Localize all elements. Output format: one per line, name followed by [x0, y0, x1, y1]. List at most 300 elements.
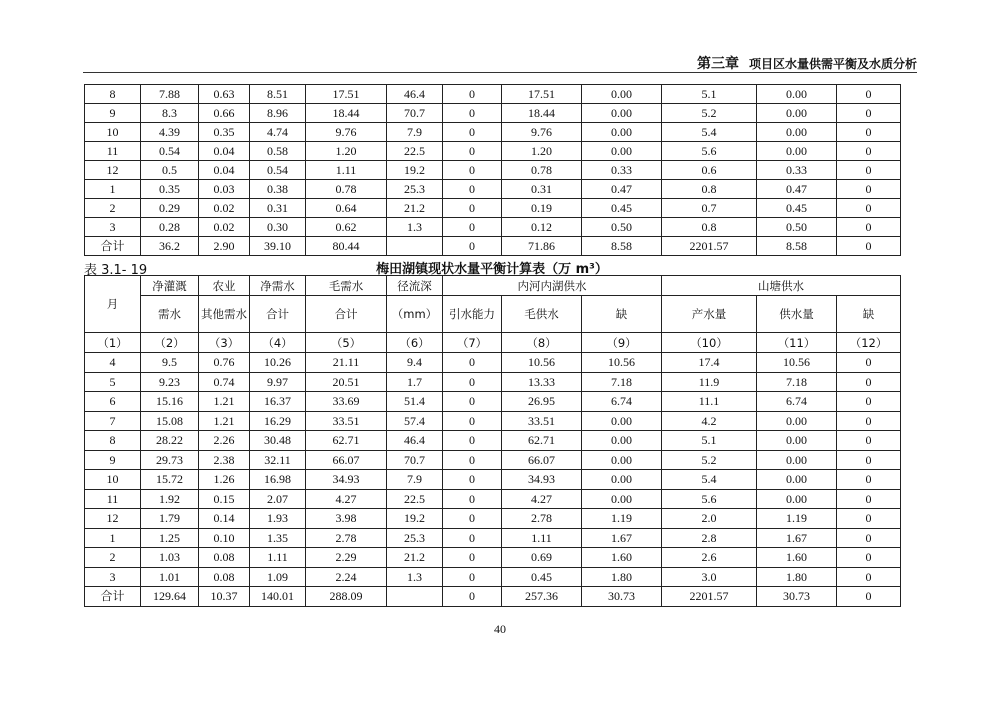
table-cell: 7.9	[387, 123, 443, 142]
table-cell: 0.54	[141, 142, 199, 161]
table-cell: 0	[837, 548, 901, 568]
table-cell: 0.47	[582, 180, 662, 199]
table-cell: 0.00	[757, 123, 837, 142]
table-row	[85, 528, 901, 548]
header-gross-supply: 毛供水	[502, 296, 582, 333]
table-cell: 1.80	[757, 567, 837, 587]
column-index-cell: （11）	[757, 333, 837, 353]
table-cell: 0	[443, 528, 502, 548]
table-cell: 10.56	[757, 353, 837, 373]
table-cell: 0.00	[582, 470, 662, 490]
table-cell: 16.37	[250, 392, 306, 412]
table-cell: 18.44	[306, 104, 387, 123]
table-cell: 9	[85, 104, 141, 123]
table-cell: 30.73	[582, 587, 662, 607]
header-gross-demand: 毛需水	[306, 276, 387, 296]
table-cell: 0	[443, 587, 502, 607]
table-cell: 0	[443, 372, 502, 392]
table-cell: 10	[85, 470, 141, 490]
table-cell: 80.44	[306, 237, 387, 256]
table-cell: 0	[837, 587, 901, 607]
table-cell: 0.33	[757, 161, 837, 180]
table-cell: 0	[837, 218, 901, 237]
table-cell: 0.62	[306, 218, 387, 237]
table-row	[85, 353, 901, 373]
header-row-2	[85, 296, 901, 333]
table-cell: 0	[443, 353, 502, 373]
table-cell: 0.76	[199, 353, 250, 373]
table-cell: 2.38	[199, 450, 250, 470]
table-cell: 6	[85, 392, 141, 412]
header-inner-lake-supply: 内河内湖供水	[443, 276, 662, 296]
table-cell: 70.7	[387, 104, 443, 123]
table-cell: 0.00	[757, 431, 837, 451]
table-cell: 7.18	[582, 372, 662, 392]
page-number: 40	[494, 622, 506, 636]
table-row	[85, 509, 901, 529]
table-cell: 7.88	[141, 85, 199, 104]
table-cell: 0	[443, 431, 502, 451]
table-row	[85, 489, 901, 509]
table-cell: 0	[837, 161, 901, 180]
table-cell: 10.56	[502, 353, 582, 373]
table-cell: 0.10	[199, 528, 250, 548]
table-cell: 7.9	[387, 470, 443, 490]
table-cell: 12	[85, 161, 141, 180]
table-cell: 0.29	[141, 199, 199, 218]
table-cell: 0.78	[306, 180, 387, 199]
table-cell: 16.98	[250, 470, 306, 490]
table-cell: 0.08	[199, 567, 250, 587]
table-cell: 20.51	[306, 372, 387, 392]
table-cell: 8.58	[582, 237, 662, 256]
table-cell: 19.2	[387, 509, 443, 529]
table-cell: 0.33	[582, 161, 662, 180]
table-cell: 0	[837, 123, 901, 142]
total-row	[85, 237, 901, 256]
table-cell: 3	[85, 567, 141, 587]
table-cell: 0.02	[199, 218, 250, 237]
table-cell: 0.00	[757, 450, 837, 470]
table-cell: 7	[85, 411, 141, 431]
table-cell: 2.78	[502, 509, 582, 529]
table-cell: 66.07	[502, 450, 582, 470]
table-cell: 2201.57	[662, 587, 757, 607]
table-cell: 8	[85, 431, 141, 451]
table-cell: 2.8	[662, 528, 757, 548]
column-index-cell: （8）	[502, 333, 582, 353]
table-cell: 57.4	[387, 411, 443, 431]
table-cell: 9.76	[306, 123, 387, 142]
table-cell: 0.54	[250, 161, 306, 180]
table-cell: 5.1	[662, 431, 757, 451]
table-cell: 7.18	[757, 372, 837, 392]
table-cell: 6.74	[757, 392, 837, 412]
table-cell: 0.04	[199, 142, 250, 161]
header-row-1	[85, 276, 901, 296]
table-cell: 3.0	[662, 567, 757, 587]
header-supply-volume: 供水量	[757, 296, 837, 333]
table-row	[85, 85, 901, 104]
table-cell: 1.11	[306, 161, 387, 180]
table-cell: 0.00	[582, 85, 662, 104]
table-cell: 0.00	[757, 411, 837, 431]
table-cell	[387, 237, 443, 256]
table-cell: 21.2	[387, 548, 443, 568]
table-cell: 0.00	[582, 431, 662, 451]
header-month: 月	[85, 276, 141, 333]
table-cell: 30.48	[250, 431, 306, 451]
table-cell: 0.58	[250, 142, 306, 161]
table-cell: 0.66	[199, 104, 250, 123]
table-cell: 0	[837, 411, 901, 431]
table-cell: 15.16	[141, 392, 199, 412]
header-pond-supply: 山塘供水	[662, 276, 901, 296]
table-cell: 4.2	[662, 411, 757, 431]
table-cell: 13.33	[502, 372, 582, 392]
table-cell: 51.4	[387, 392, 443, 412]
table-cell: 25.3	[387, 180, 443, 199]
table-cell: 0	[837, 431, 901, 451]
table-cell: 8.96	[250, 104, 306, 123]
table-cell: 1.09	[250, 567, 306, 587]
table-cell: 25.3	[387, 528, 443, 548]
table-cell: 0	[443, 470, 502, 490]
table-cell: 1.67	[757, 528, 837, 548]
table-cell: 10	[85, 123, 141, 142]
header-net-irrigation: 净灌溉	[141, 276, 199, 296]
table-cell: 8	[85, 85, 141, 104]
water-balance-table	[84, 275, 901, 607]
table-cell: 29.73	[141, 450, 199, 470]
table-row	[85, 218, 901, 237]
table-row	[85, 104, 901, 123]
table-cell: 18.44	[502, 104, 582, 123]
table-caption	[84, 257, 900, 278]
table-cell: 0.00	[582, 142, 662, 161]
continued-balance-table	[84, 84, 901, 256]
table-title: 梅田湖镇现状水量平衡计算表（万 m³）	[376, 262, 608, 277]
table-cell: 5.6	[662, 489, 757, 509]
table-cell: 4	[85, 353, 141, 373]
table-cell: 36.2	[141, 237, 199, 256]
table-cell: 0	[443, 548, 502, 568]
table-cell: 4.39	[141, 123, 199, 142]
table-cell: 0.5	[141, 161, 199, 180]
table-cell: 0.45	[582, 199, 662, 218]
table-cell: 0	[837, 353, 901, 373]
table-cell: 2	[85, 199, 141, 218]
column-index-cell: （9）	[582, 333, 662, 353]
table-cell: 70.7	[387, 450, 443, 470]
table-cell: 46.4	[387, 85, 443, 104]
table-cell: 0	[443, 450, 502, 470]
table-cell: 21.2	[387, 199, 443, 218]
table-cell: 10.26	[250, 353, 306, 373]
table-cell: 9.97	[250, 372, 306, 392]
table-cell: 0.31	[502, 180, 582, 199]
column-index-cell: （2）	[141, 333, 199, 353]
table-cell: 4.27	[306, 489, 387, 509]
table-cell: 1.20	[306, 142, 387, 161]
table-cell: 21.11	[306, 353, 387, 373]
table-cell: 5.4	[662, 470, 757, 490]
table-cell: 0.35	[141, 180, 199, 199]
table-cell: 9.76	[502, 123, 582, 142]
table-cell: 140.01	[250, 587, 306, 607]
table-cell: 1.11	[502, 528, 582, 548]
table-cell: 0.19	[502, 199, 582, 218]
table-cell: 1.35	[250, 528, 306, 548]
table-cell: 257.36	[502, 587, 582, 607]
table-cell: 9	[85, 450, 141, 470]
table-cell: 0	[837, 199, 901, 218]
table-cell: 32.11	[250, 450, 306, 470]
table-cell: 1.21	[199, 411, 250, 431]
table-cell: 17.51	[306, 85, 387, 104]
table-row	[85, 180, 901, 199]
table-cell: 0.31	[250, 199, 306, 218]
table-cell: 0.08	[199, 548, 250, 568]
header-net-total: 合计	[250, 296, 306, 333]
table-cell: 17.4	[662, 353, 757, 373]
table-cell: 71.86	[502, 237, 582, 256]
table-cell: 10.37	[199, 587, 250, 607]
table-cell: 0	[837, 567, 901, 587]
table-row	[85, 161, 901, 180]
table-cell: 11.9	[662, 372, 757, 392]
table-cell: 5.2	[662, 450, 757, 470]
table-cell: 1.93	[250, 509, 306, 529]
table-cell: 8.58	[757, 237, 837, 256]
column-index-cell: （3）	[199, 333, 250, 353]
table-cell: 0.02	[199, 199, 250, 218]
table-cell: 0	[443, 392, 502, 412]
table-cell: 0.47	[757, 180, 837, 199]
table-cell: 0.8	[662, 218, 757, 237]
table-cell: 0	[837, 142, 901, 161]
table-cell: 0.50	[757, 218, 837, 237]
table-cell: 1.3	[387, 567, 443, 587]
table-cell: 9.4	[387, 353, 443, 373]
table-cell: 30.73	[757, 587, 837, 607]
table-cell: 2.24	[306, 567, 387, 587]
table-cell: 1.26	[199, 470, 250, 490]
table-cell: 0.00	[582, 450, 662, 470]
table-row	[85, 199, 901, 218]
balance-table-body	[85, 353, 901, 607]
table-cell: 0.00	[757, 142, 837, 161]
table-cell: 62.71	[502, 431, 582, 451]
table-cell: 0.12	[502, 218, 582, 237]
table-cell: 0	[837, 392, 901, 412]
column-index-cell: （6）	[387, 333, 443, 353]
table-cell: 合计	[85, 587, 141, 607]
table-cell: 0.03	[199, 180, 250, 199]
table-cell: 0.00	[757, 489, 837, 509]
table-cell: 17.51	[502, 85, 582, 104]
table-cell: 0	[443, 237, 502, 256]
table-cell: 9.23	[141, 372, 199, 392]
table-cell: 15.72	[141, 470, 199, 490]
table-cell: 1.20	[502, 142, 582, 161]
table-cell: 5.2	[662, 104, 757, 123]
table-cell: 11	[85, 489, 141, 509]
table-cell: 1.03	[141, 548, 199, 568]
table-cell: 33.51	[306, 411, 387, 431]
table-cell: 0.00	[582, 123, 662, 142]
header-lake-shortage: 缺	[582, 296, 662, 333]
table-cell: 0.64	[306, 199, 387, 218]
header-agriculture: 农业	[199, 276, 250, 296]
table-cell: 0.00	[582, 489, 662, 509]
table-cell: 0	[443, 567, 502, 587]
table-cell: 0	[837, 509, 901, 529]
table-cell: 34.93	[306, 470, 387, 490]
column-index-cell: （4）	[250, 333, 306, 353]
table-cell: 0.7	[662, 199, 757, 218]
table-cell: 2.90	[199, 237, 250, 256]
table-cell: 1.60	[757, 548, 837, 568]
table-row	[85, 450, 901, 470]
table-cell: 11	[85, 142, 141, 161]
header-net-demand: 净需水	[250, 276, 306, 296]
table-cell: 22.5	[387, 489, 443, 509]
table-cell: 0.00	[757, 470, 837, 490]
table-cell: 0	[837, 85, 901, 104]
table-cell: 46.4	[387, 431, 443, 451]
column-index-row	[85, 333, 901, 353]
chapter-title: 项目区水量供需平衡及水质分析	[748, 57, 917, 71]
table-cell: 0.8	[662, 180, 757, 199]
header-diversion-capacity: 引水能力	[443, 296, 502, 333]
table-cell: 2.0	[662, 509, 757, 529]
table-cell: 0	[837, 104, 901, 123]
table-cell: 1.19	[582, 509, 662, 529]
table-cell: 0.69	[502, 548, 582, 568]
table-cell: 15.08	[141, 411, 199, 431]
table-cell: 19.2	[387, 161, 443, 180]
table-cell: 1.01	[141, 567, 199, 587]
table-cell: 0	[443, 218, 502, 237]
table-cell: 0.74	[199, 372, 250, 392]
table-cell: 1.67	[582, 528, 662, 548]
table-cell: 4.27	[502, 489, 582, 509]
table-cell: 34.93	[502, 470, 582, 490]
table-cell: 16.29	[250, 411, 306, 431]
header-divider	[83, 72, 917, 73]
table-cell: 66.07	[306, 450, 387, 470]
table-row	[85, 372, 901, 392]
table-cell: 288.09	[306, 587, 387, 607]
column-index-cell: （1）	[85, 333, 141, 353]
table-cell: 62.71	[306, 431, 387, 451]
table-cell: 0	[837, 180, 901, 199]
table-number: 表 3.1- 19	[84, 263, 148, 278]
header-other-demand: 其他需水	[199, 296, 250, 333]
table-cell: 0.00	[582, 411, 662, 431]
table-cell: 0.45	[757, 199, 837, 218]
table-cell: 1	[85, 528, 141, 548]
table-cell: 0.04	[199, 161, 250, 180]
table-cell: 1.25	[141, 528, 199, 548]
table-cell: 6.74	[582, 392, 662, 412]
table-cell: 5.6	[662, 142, 757, 161]
table-cell: 11.1	[662, 392, 757, 412]
table-cell: 0	[837, 372, 901, 392]
table-cell: 0	[837, 237, 901, 256]
table-cell: 0.00	[757, 104, 837, 123]
table-row	[85, 470, 901, 490]
table-cell: 0	[443, 489, 502, 509]
table-cell: 5.4	[662, 123, 757, 142]
column-index-cell: （7）	[443, 333, 502, 353]
header-irrigation-demand: 需水	[141, 296, 199, 333]
table-cell: 0.00	[582, 104, 662, 123]
column-index-cell: （5）	[306, 333, 387, 353]
table-cell: 0	[443, 123, 502, 142]
table-cell: 0.78	[502, 161, 582, 180]
table-cell: 1.79	[141, 509, 199, 529]
table-cell: 1.11	[250, 548, 306, 568]
header-water-yield: 产水量	[662, 296, 757, 333]
table-cell: 0	[443, 85, 502, 104]
table-cell: 2.26	[199, 431, 250, 451]
table-cell: 0.30	[250, 218, 306, 237]
table-cell: 0.45	[502, 567, 582, 587]
table-cell: 5.1	[662, 85, 757, 104]
column-index-cell: （10）	[662, 333, 757, 353]
table-cell: 0	[443, 180, 502, 199]
table-cell: 2	[85, 548, 141, 568]
table-cell: 0	[443, 509, 502, 529]
table-cell: 2.78	[306, 528, 387, 548]
table-cell: 合计	[85, 237, 141, 256]
table-cell: 1.21	[199, 392, 250, 412]
table-cell: 33.69	[306, 392, 387, 412]
table-cell: 9.5	[141, 353, 199, 373]
table-cell: 1.3	[387, 218, 443, 237]
table-cell: 8.51	[250, 85, 306, 104]
header-pond-shortage: 缺	[837, 296, 901, 333]
table-cell: 8.3	[141, 104, 199, 123]
table-cell: 10.56	[582, 353, 662, 373]
table-row	[85, 548, 901, 568]
table-row	[85, 431, 901, 451]
table-cell: 2201.57	[662, 237, 757, 256]
table-cell: 0.14	[199, 509, 250, 529]
table-cell: 0	[443, 142, 502, 161]
table-cell: 0	[443, 199, 502, 218]
table-cell: 28.22	[141, 431, 199, 451]
header-gross-total: 合计	[306, 296, 387, 333]
table-cell: 22.5	[387, 142, 443, 161]
table-cell: 2.6	[662, 548, 757, 568]
table-row	[85, 392, 901, 412]
table-cell: 4.74	[250, 123, 306, 142]
table-cell: 0	[837, 450, 901, 470]
chapter-header	[697, 53, 917, 73]
continued-table-body	[85, 85, 901, 256]
table-row	[85, 142, 901, 161]
table-cell: 1.7	[387, 372, 443, 392]
table-cell: 26.95	[502, 392, 582, 412]
table-cell: 0.6	[662, 161, 757, 180]
table-cell: 1.92	[141, 489, 199, 509]
total-row	[85, 587, 901, 607]
table-cell: 3.98	[306, 509, 387, 529]
header-mm: （mm）	[387, 296, 443, 333]
